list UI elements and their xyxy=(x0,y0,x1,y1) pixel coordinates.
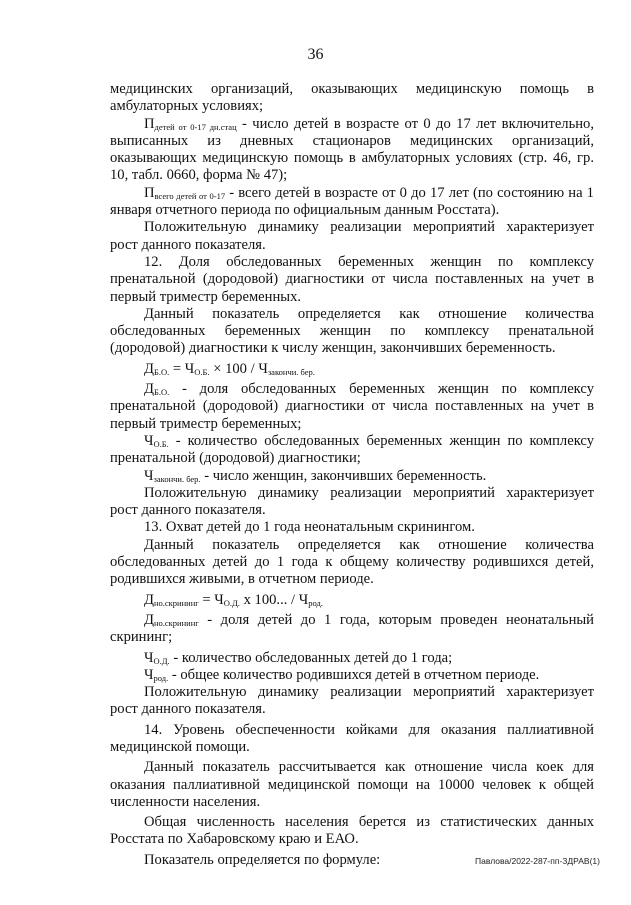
section-heading: 13. Охват детей до 1 года неонатальным скринингом. xyxy=(144,519,475,536)
formula-symbol: Д xyxy=(144,591,154,608)
definition-paragraph xyxy=(110,612,594,647)
formula xyxy=(110,361,594,378)
definition-text: - количество обследованных беременных женщин по комплексу пренатальной (дородовой) диагностики; xyxy=(110,432,594,467)
definition-text: - всего детей в возрасте от 0 до 17 лет (по состоянию на 1 января отчетного периода по официальным данным Росстата). xyxy=(110,184,594,219)
formula-subscript: О.Б. xyxy=(194,366,210,377)
section-heading: 14. Уровень обеспеченности койками для оказания паллиативной медицинской помощи. xyxy=(110,721,594,755)
section-heading: 12. Доля обследованных беременных женщин по комплексу пренатальной (дородовой) диагностики от числа поставленных на учет в первый триместр беременных. xyxy=(110,253,594,305)
symbol: Ч xyxy=(144,666,154,683)
document-footer-code: Павлова/2022-287-пп-ЗДРАВ(1) xyxy=(475,856,600,866)
formula-part: = Ч xyxy=(169,360,195,377)
symbol: П xyxy=(144,184,155,201)
paragraph: Положительную динамику реализации мероприятий характеризует рост данного показателя. xyxy=(110,684,594,718)
symbol: Ч xyxy=(144,649,154,666)
page-number: 36 xyxy=(307,46,324,63)
definition-text: - доля детей до 1 года, которым проведен неонатальный скрининг; xyxy=(110,611,594,646)
definition-paragraph xyxy=(110,433,594,468)
definition-paragraph xyxy=(110,185,594,220)
paragraph: Показатель определяется по формуле: xyxy=(144,851,381,868)
symbol-subscript: род. xyxy=(153,672,169,683)
symbol-subscript: Б.О. xyxy=(153,387,170,398)
symbol-subscript: закончи. бер. xyxy=(153,473,201,484)
formula-subscript: но.скрининг xyxy=(153,597,199,608)
paragraph: медицинских организаций, оказывающих медицинскую помощь в амбулаторных условиях; xyxy=(110,81,594,115)
definition-paragraph xyxy=(110,468,594,485)
symbol: П xyxy=(144,115,155,132)
symbol-subscript: всего детей от 0-17 xyxy=(154,190,226,201)
symbol: Д xyxy=(144,381,154,398)
formula-part: х 100... / Ч xyxy=(239,591,309,608)
definition-paragraph xyxy=(110,667,594,684)
definition-paragraph xyxy=(110,116,594,185)
symbol-subscript: О.Б. xyxy=(153,438,169,449)
definition-paragraph xyxy=(110,650,594,667)
definition-text: - доля обследованных беременных женщин по комплексу пренатальной (дородовой) диагностики от числа поставленных на учет в первый триместр беременных; xyxy=(110,381,594,432)
document-body xyxy=(110,81,594,869)
paragraph: Положительную динамику реализации мероприятий характеризует рост данного показателя. xyxy=(110,484,594,519)
formula-subscript: Б.О. xyxy=(153,366,170,377)
formula-symbol: Д xyxy=(144,360,154,377)
definition-text: - число детей в возрасте от 0 до 17 лет включительно, выписанных из дневных стационаров медицинских организаций, оказывающих медицинскую помощь в амбулаторных условиях (стр. 46, гр. 10, табл. 0660, форма № 47); xyxy=(110,115,594,184)
symbol: Д xyxy=(144,611,154,628)
symbol-subscript: но.скрининг xyxy=(153,617,199,628)
paragraph: Данный показатель рассчитывается как отношение числа коек для оказания паллиативной медицинской помощи на 10000 человек к общей численности населения. xyxy=(110,759,594,810)
symbol-subscript: детей от 0-17 дн.стац xyxy=(154,121,237,132)
paragraph: Данный показатель определяется как отношение количества обследованных беременных женщин по комплексу пренатальной (дородовой) диагностики к числу женщин, закончивших беременность. xyxy=(110,305,594,357)
paragraph: Положительную динамику реализации мероприятий характеризует рост данного показателя. xyxy=(110,219,594,253)
formula xyxy=(110,592,594,609)
formula-part: × 100 / Ч xyxy=(209,360,268,377)
definition-text: - число женщин, закончивших беременность. xyxy=(200,467,487,484)
symbol: Ч xyxy=(144,467,154,484)
formula-subscript: род. xyxy=(308,597,323,608)
formula-subscript: закончи. бер. xyxy=(267,366,315,377)
paragraph: Общая численность населения берется из статистических данных Росстата по Хабаровскому краю и ЕАО. xyxy=(110,814,594,848)
definition-text: - общее количество родившихся детей в отчетном периоде. xyxy=(168,666,540,683)
formula-subscript: О.Д. xyxy=(223,597,240,608)
definition-text: - количество обследованных детей до 1 года; xyxy=(169,649,453,666)
definition-paragraph xyxy=(110,381,594,433)
formula-part: = Ч xyxy=(198,591,224,608)
symbol: Ч xyxy=(144,432,154,449)
symbol-subscript: О.Д. xyxy=(153,655,170,666)
paragraph: Данный показатель определяется как отношение количества обследованных детей до 1 года к общему количеству родившихся детей, родившихся живыми, в отчетном периоде. xyxy=(110,536,594,588)
